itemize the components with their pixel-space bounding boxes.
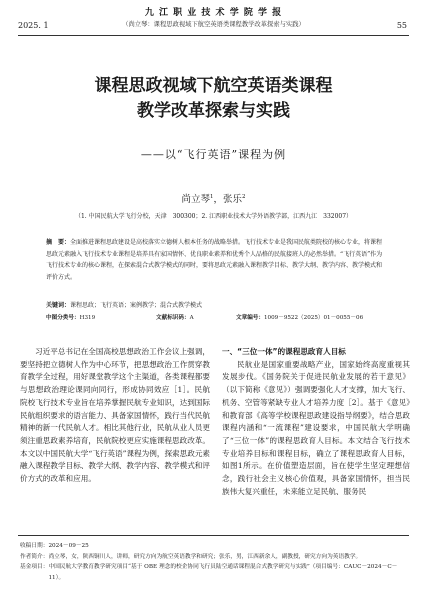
abstract-text: 全面推进课程思政建设是高校落实立德树人根本任务的战略举措。飞行技术专业是我国民航类院校的核心专业，将课程思政元素融入飞行技术专业课程是培养具有家国情怀、优良职业素养和优秀个人品格的民航接班人的必然举措。“飞行英语”作为飞行技术专业的核心课程，在探索混合式教学模式的同时，要将思政元素融入课程教学目标、教学大纲、教学内容、教学模式和评价方式。 [46, 239, 383, 281]
page-number: 55 [396, 21, 407, 30]
issue-number: 2025. 1 [18, 21, 49, 30]
body-column-right [222, 346, 410, 498]
fund-label: 基金项目： [20, 564, 49, 571]
clc-value: H319 [79, 315, 96, 321]
header-rule [18, 35, 409, 36]
fund-project [20, 562, 412, 583]
keywords [46, 300, 386, 309]
author-name: 尚立琴 [181, 194, 210, 205]
doc-label: 文献标识码： [156, 315, 190, 321]
author-affil-mark: 2 [242, 193, 246, 200]
title-line-1: 课程思政视域下航空英语类课程 [94, 76, 333, 96]
body-paragraph: 民航业是国家重要战略产业，国家始终高度重视其发展步伐。《国务院关于促进民航业发展的若干意见》（以下简称《意见》）强调要强化人才支撑，加大飞行、机务、空管等紧缺专业人才培养力度［2］。基于《意见》和教育部《高等学校课程思政建设指导纲要》，结合思政课程内涵和“一流课程”建设要求，中国民航大学明确了“三位一体”的课程思政育人目标。本文结合飞行技术专业培养目标和课程目标，确立了课程思政育人目标，如图1所示。在价值塑造层面，旨在使学生坚定理想信念，践行社会主义核心价值观，具备家国情怀，担当民族伟大复兴重任，未来能立足民航、服务民 [222, 359, 410, 496]
author-separator: ， [213, 194, 223, 205]
document-code [156, 313, 194, 321]
art-value: 1009－9522（2025）01－0055－06 [263, 315, 364, 321]
author-bio-label: 作者简介： [20, 553, 49, 560]
author-bio [20, 552, 412, 563]
received-date [20, 541, 412, 552]
author-line [0, 191, 427, 205]
keywords-label: 关键词： [46, 302, 71, 309]
received-value: 2024－09－25 [48, 543, 89, 549]
author-affil-mark: 1 [209, 193, 214, 200]
fund-text: 中国民航大学教育教学研究项目“基于 OBE 理念的校企协同飞行员陆空通话课程混合式教学研究与实践”（项目编号：CAUC－2024－C－11）。 [48, 564, 398, 581]
footnote-rule [18, 535, 409, 536]
clc-number [46, 313, 95, 321]
received-label: 收稿日期： [20, 543, 49, 549]
abstract-label: 摘 要： [46, 239, 71, 246]
running-title: （尚立琴：课程思政视域下航空英语类课程教学改革探索与实践） [122, 21, 305, 28]
author-name: 张乐 [223, 194, 243, 205]
clc-label: 中图分类号： [46, 315, 80, 321]
keywords-text: 课程思政；飞行英语；案例教学；混合式教学模式 [70, 302, 203, 309]
body-column-left: 习近平总书记在全国高校思想政治工作会议上强调，要坚持把立德树人作为中心环节，把思想政治工作贯穿教育教学全过程，用好课堂教学这个主渠道，各类课程都要与思想政治理论课同向同行，形成协同效应［1］。民航院校飞行技术专业旨在培养掌握民航专业知识，达到国际民航组织要求的语言能力、具备家国情怀，践行当代民航精神的新一代民航人才。相比其他行业，民航从业人员更须注重思政素养培育，民航院校更应实施课程思政改革。本文以中国民航大学“飞行英语”课程为例，探索思政元素融入课程教学目标、教学大纲、教学内容、教学模式和评价方式的改革和应用。 [20, 347, 211, 484]
doc-value: A [189, 315, 194, 321]
section-heading: 一、“三位一体”的课程思政育人目标 [222, 347, 346, 356]
article-subtitle: ——以“飞行英语”课程为例 [140, 148, 287, 161]
journal-name: 九 江 职 业 技 术 学 院 学 报 [144, 8, 283, 18]
title-line-2: 教学改革探索与实践 [137, 101, 290, 121]
author-bio-text: 尚立琴，女，陕西铜川人，讲师，研究方向为航空英语教学和研究；张乐，男，江西新余人，副教授，研究方向为英语教学。 [48, 553, 362, 560]
article-number [236, 313, 363, 321]
author-affiliations: （1. 中国民航大学飞行分校，天津 300300；2. 江西职业技术大学外语教学部，江西九江 332007） [74, 213, 353, 220]
article-title [0, 74, 427, 124]
page-header [0, 0, 427, 40]
footnotes [20, 541, 412, 583]
abstract [46, 237, 386, 283]
art-label: 文章编号： [236, 315, 264, 321]
